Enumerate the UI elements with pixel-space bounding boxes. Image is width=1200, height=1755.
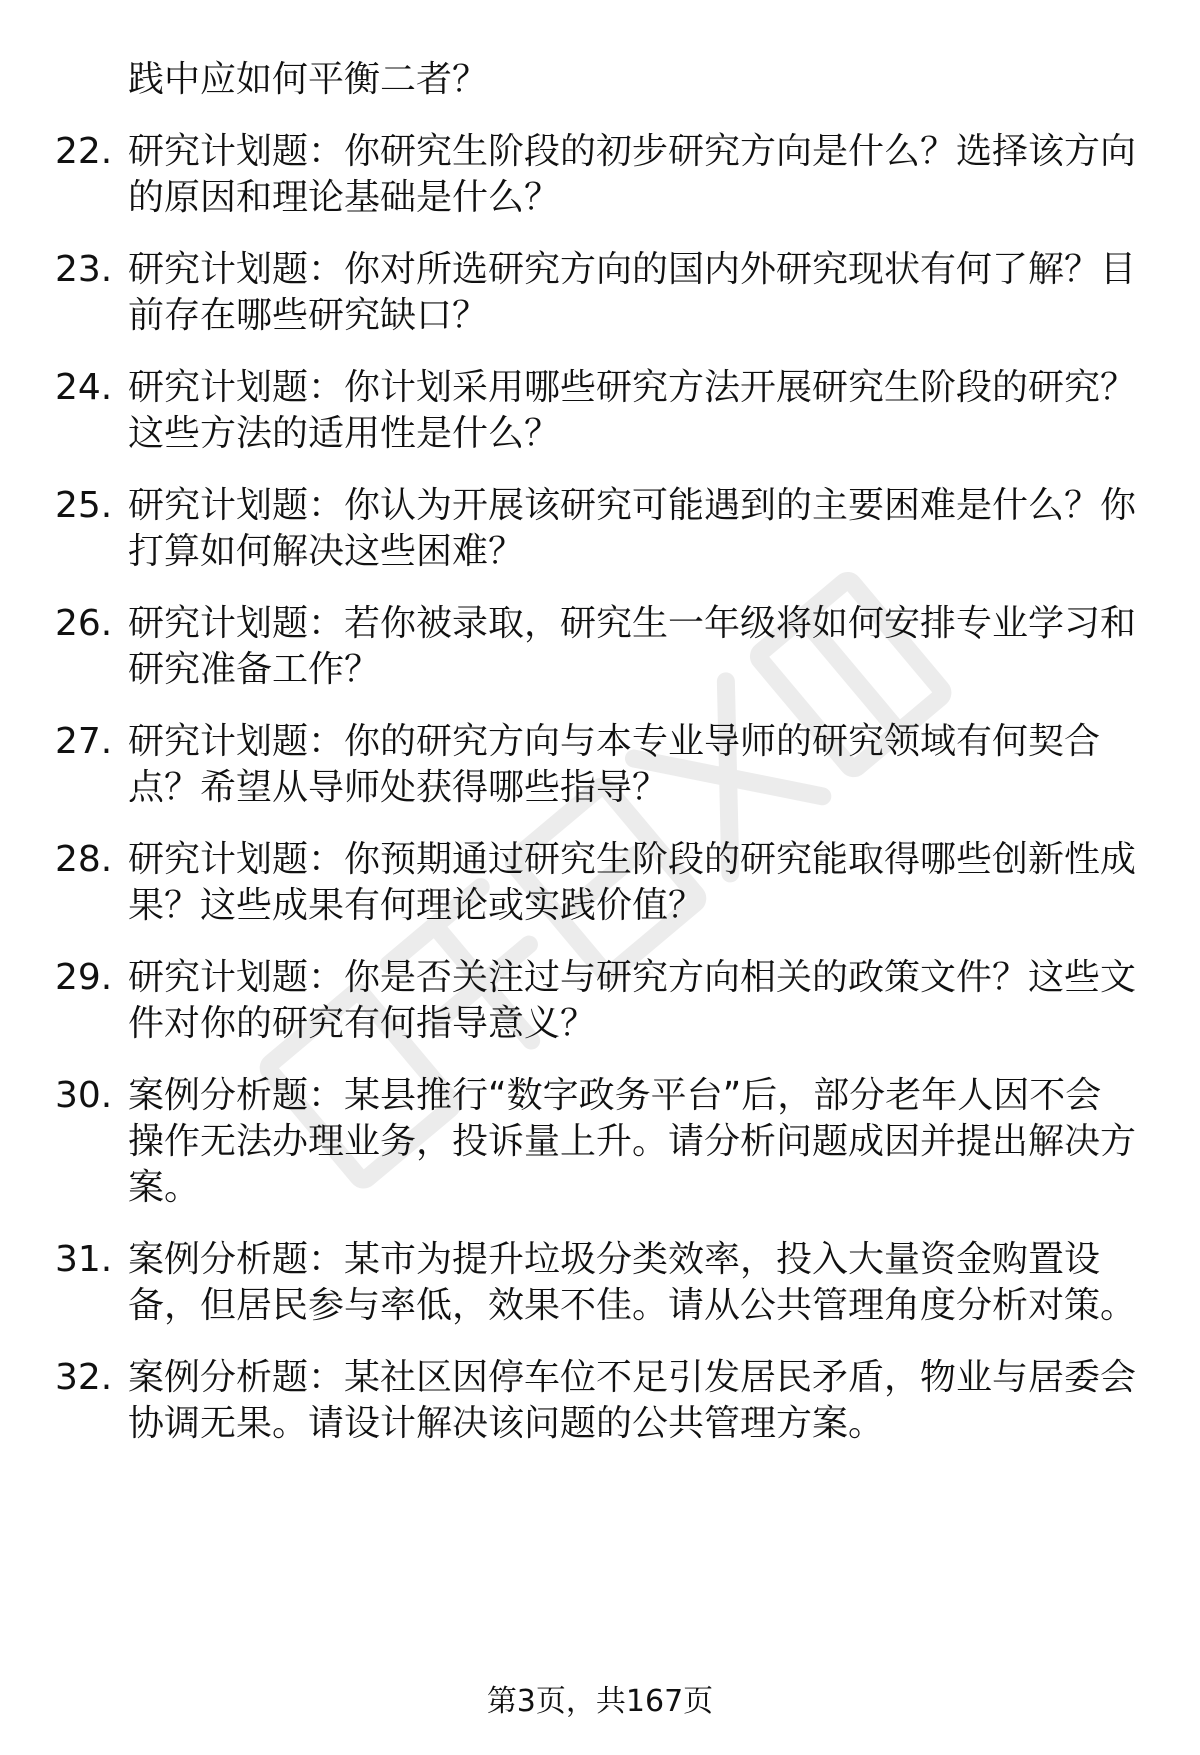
question-number: 28.: [55, 839, 113, 880]
question-number: 27.: [55, 721, 113, 762]
question-number: 32.: [55, 1357, 113, 1398]
question-text-line: 案。: [128, 1167, 201, 1208]
question-text-line: 果？这些成果有何理论或实践价值？: [128, 885, 705, 926]
question-text-line: 案例分析题：某县推行“数字政务平台”后，部分老年人因不会: [128, 1075, 1102, 1116]
question-text-line: 打算如何解决这些困难？: [128, 531, 525, 572]
question-text-line: 研究计划题：若你被录取，研究生一年级将如何安排专业学习和: [128, 603, 1137, 644]
page-footer: 第3页，共167页: [486, 1684, 714, 1719]
question-text-line: 研究计划题：你研究生阶段的初步研究方向是什么？选择该方向: [128, 131, 1137, 172]
question-text-line: 协调无果。请设计解决该问题的公共管理方案。: [128, 1403, 885, 1444]
question-number: 24.: [55, 367, 113, 408]
question-text-line: 点？希望从导师处获得哪些指导？: [128, 767, 669, 808]
question-text-line: 研究准备工作？: [128, 649, 381, 690]
question-text-line: 前存在哪些研究缺口？: [128, 295, 489, 336]
question-text-line: 案例分析题：某市为提升垃圾分类效率，投入大量资金购置设: [128, 1239, 1101, 1280]
question-text-line: 研究计划题：你预期通过研究生阶段的研究能取得哪些创新性成: [128, 839, 1137, 880]
question-text-line: 这些方法的适用性是什么？: [128, 413, 561, 454]
continuation-line: 践中应如何平衡二者？: [128, 59, 489, 100]
question-number: 31.: [55, 1239, 113, 1280]
question-number: 23.: [55, 249, 113, 290]
question-text-line: 案例分析题：某社区因停车位不足引发居民矛盾，物业与居委会: [128, 1357, 1137, 1398]
question-number: 22.: [55, 131, 113, 172]
question-text-line: 研究计划题：你的研究方向与本专业导师的研究领域有何契合: [128, 721, 1101, 762]
question-text-line: 件对你的研究有何指导意义？: [128, 1003, 597, 1044]
question-text-line: 操作无法办理业务，投诉量上升。请分析问题成因并提出解决方: [128, 1121, 1137, 1162]
question-text-line: 研究计划题：你计划采用哪些研究方法开展研究生阶段的研究？: [128, 367, 1137, 408]
question-text-line: 研究计划题：你是否关注过与研究方向相关的政策文件？这些文: [128, 957, 1137, 998]
question-text-line: 研究计划题：你对所选研究方向的国内外研究现状有何了解？目: [128, 249, 1137, 290]
question-text-line: 研究计划题：你认为开展该研究可能遇到的主要困难是什么？你: [128, 485, 1137, 526]
question-text-line: 备，但居民参与率低，效果不佳。请从公共管理角度分析对策。: [128, 1285, 1137, 1326]
question-number: 25.: [55, 485, 113, 526]
question-text-line: 的原因和理论基础是什么？: [128, 177, 561, 218]
question-number: 29.: [55, 957, 113, 998]
question-number: 26.: [55, 603, 113, 644]
question-number: 30.: [55, 1075, 113, 1116]
